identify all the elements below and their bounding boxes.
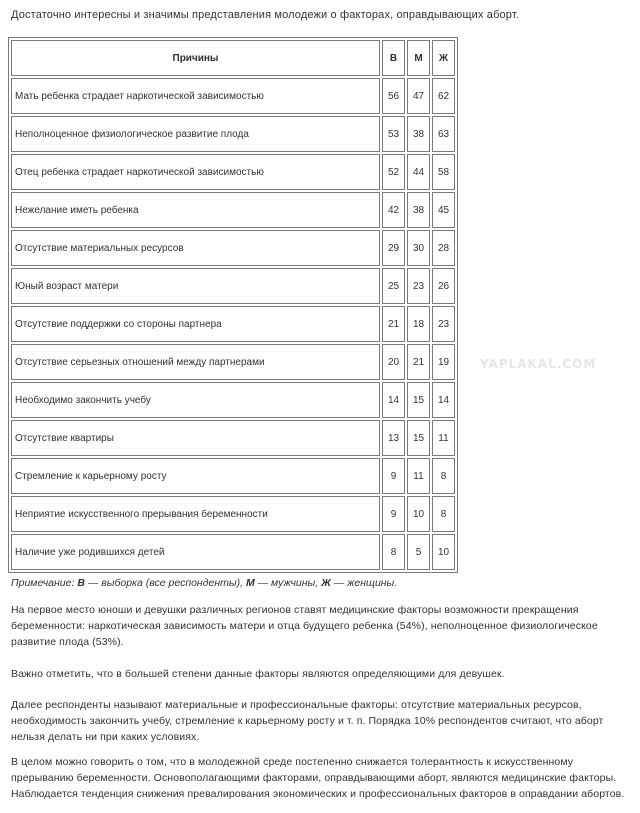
table-row [11, 78, 455, 114]
header-women: Ж [432, 40, 455, 76]
value-all-cell: 29 [382, 230, 405, 266]
table-row [11, 420, 455, 456]
watermark: YAPLAKAL.COM [480, 357, 597, 371]
reason-cell: Отсутствие серьезных отношений между партнерами [11, 344, 380, 380]
reason-cell: Отец ребенка страдает наркотической зависимостью [11, 154, 380, 190]
value-all-cell: 13 [382, 420, 405, 456]
table-row [11, 382, 455, 418]
value-men-cell: 21 [407, 344, 430, 380]
header-reasons: Причины [11, 40, 380, 76]
reason-cell: Стремление к карьерному росту [11, 458, 380, 494]
value-women-cell: 58 [432, 154, 455, 190]
table-row [11, 344, 455, 380]
value-women-cell: 45 [432, 192, 455, 228]
value-women-cell: 8 [432, 458, 455, 494]
reason-cell: Отсутствие поддержки со стороны партнера [11, 306, 380, 342]
note-text-all: — выборка (все респонденты), [84, 577, 246, 589]
value-men-cell: 38 [407, 192, 430, 228]
paragraph-3: Далее респонденты называют материальные и профессиональные факторы: отсутствие материальных ресурсов, необходимость закончить учебу, стремление к карьерному росту и т. п. Порядка 10% респондентов считают, что аборт нельзя делать ни при каких условиях. [11, 699, 604, 743]
value-men-cell: 23 [407, 268, 430, 304]
table-header-row [11, 40, 455, 76]
value-women-cell: 28 [432, 230, 455, 266]
reason-cell: Отсутствие квартиры [11, 420, 380, 456]
value-women-cell: 11 [432, 420, 455, 456]
value-women-cell: 63 [432, 116, 455, 152]
note-key-women: Ж [321, 577, 331, 589]
table-note [11, 577, 397, 589]
reason-cell: Нежелание иметь ребенка [11, 192, 380, 228]
reason-cell: Мать ребенка страдает наркотической зависимостью [11, 78, 380, 114]
value-all-cell: 56 [382, 78, 405, 114]
paragraph-4: В целом можно говорить о том, что в молодежной среде постепенно снижается толерантность к искусственному прерыванию беременности. Основополагающими факторами, оправдывающими аборт, являются медицинские факторы. Наблюдается тенденция снижения превалирования экономических и профессиональных факторов в оправдании абортов. [11, 756, 625, 800]
value-men-cell: 38 [407, 116, 430, 152]
table-row [11, 458, 455, 494]
value-men-cell: 11 [407, 458, 430, 494]
note-prefix: Примечание: [11, 577, 75, 589]
factors-table [8, 37, 458, 573]
table-row [11, 154, 455, 190]
reason-cell: Юный возраст матери [11, 268, 380, 304]
value-women-cell: 8 [432, 496, 455, 532]
reason-cell: Неприятие искусственного прерывания беременности [11, 496, 380, 532]
reason-cell: Необходимо закончить учебу [11, 382, 380, 418]
table-row [11, 192, 455, 228]
value-men-cell: 5 [407, 534, 430, 570]
value-all-cell: 21 [382, 306, 405, 342]
value-all-cell: 42 [382, 192, 405, 228]
note-key-all: В [77, 577, 85, 589]
value-all-cell: 52 [382, 154, 405, 190]
value-all-cell: 20 [382, 344, 405, 380]
reason-cell: Отсутствие материальных ресурсов [11, 230, 380, 266]
table-row [11, 230, 455, 266]
table-row [11, 496, 455, 532]
value-women-cell: 26 [432, 268, 455, 304]
value-all-cell: 8 [382, 534, 405, 570]
value-men-cell: 30 [407, 230, 430, 266]
value-women-cell: 10 [432, 534, 455, 570]
value-men-cell: 15 [407, 420, 430, 456]
paragraph-1: На первое место юноши и девушки различных регионов ставят медицинские факторы возможности прекращения беременности: наркотическая зависимость матери и отца будущего ребенка (54%), неполноценное физиологическое развитие плода (53%). [11, 604, 598, 648]
reason-cell: Неполноценное физиологическое развитие плода [11, 116, 380, 152]
reason-cell: Наличие уже родившихся детей [11, 534, 380, 570]
value-all-cell: 25 [382, 268, 405, 304]
table-row [11, 306, 455, 342]
note-text-men: — мужчины, [254, 577, 322, 589]
value-all-cell: 9 [382, 496, 405, 532]
table-row [11, 534, 455, 570]
intro-text: Достаточно интересны и значимы представления молодежи о факторах, оправдывающих аборт. [11, 9, 519, 21]
table-row [11, 116, 455, 152]
header-men: М [407, 40, 430, 76]
value-all-cell: 9 [382, 458, 405, 494]
note-key-men: М [245, 577, 255, 589]
value-women-cell: 14 [432, 382, 455, 418]
table-row [11, 268, 455, 304]
value-men-cell: 47 [407, 78, 430, 114]
value-women-cell: 23 [432, 306, 455, 342]
value-all-cell: 53 [382, 116, 405, 152]
paragraph-2: Важно отметить, что в большей степени данные факторы являются определяющими для девушек. [11, 668, 505, 680]
value-women-cell: 19 [432, 344, 455, 380]
header-all: В [382, 40, 405, 76]
note-text-women: — женщины. [330, 577, 398, 589]
value-women-cell: 62 [432, 78, 455, 114]
value-all-cell: 14 [382, 382, 405, 418]
value-men-cell: 10 [407, 496, 430, 532]
value-men-cell: 15 [407, 382, 430, 418]
value-men-cell: 44 [407, 154, 430, 190]
value-men-cell: 18 [407, 306, 430, 342]
